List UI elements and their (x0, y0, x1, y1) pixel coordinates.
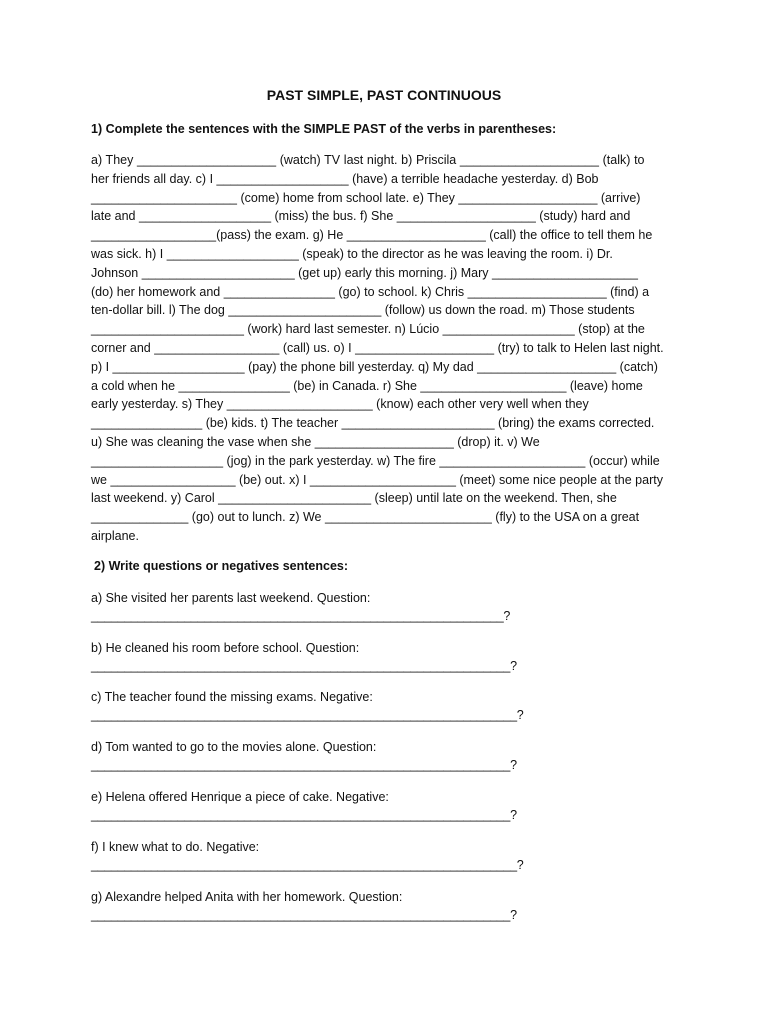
answer-line: ______________________________________________________________? (91, 609, 511, 623)
exercise-line: p) I ___________________ (pay) the phone bill yesterday. q) My dad ____________________ (catch) (91, 359, 658, 374)
answer-line: _______________________________________________________________? (91, 908, 517, 922)
question-prompt: b) He cleaned his room before school. Question: (91, 641, 360, 655)
exercise-line: a) They ____________________ (watch) TV last night. b) Priscila ____________________ (talk) to (91, 153, 645, 167)
exercise-line: was sick. h) I ___________________ (speak) to the director as he was leaving the room. i) Dr. (91, 246, 613, 261)
exercise-line: u) She was cleaning the vase when she ____________________ (drop) it. v) We (91, 434, 540, 449)
exercise-line: a cold when he ________________ (be) in Canada. r) She _____________________ (leave) home (91, 378, 643, 393)
exercise-line: early yesterday. s) They _____________________ (know) each other very well when they (91, 397, 589, 412)
question-prompt: c) The teacher found the missing exams. Negative: (91, 690, 373, 704)
exercise-line: ten-dollar bill. l) The dog ______________________ (follow) us down the road. m) Those students (91, 303, 635, 318)
question-prompt: a) She visited her parents last weekend. Question: (91, 591, 371, 605)
exercise-line: ______________________ (work) hard last semester. n) Lúcio ___________________ (stop) at the (91, 322, 645, 337)
exercise-line: ________________ (be) kids. t) The teacher ______________________ (bring) the exams corrected. (91, 416, 655, 431)
answer-line: _______________________________________________________________? (91, 808, 517, 822)
page-title: PAST SIMPLE, PAST CONTINUOUS (266, 87, 502, 103)
question-prompt: d) Tom wanted to go to the movies alone. Question: (91, 740, 377, 754)
question-c (91, 688, 611, 724)
question-a (91, 589, 611, 625)
exercise-line: corner and __________________ (call) us. o) I ____________________ (try) to talk to Helen last night. (91, 340, 664, 355)
exercise-line: ______________ (go) out to lunch. z) We ________________________ (fly) to the USA on a great (91, 510, 640, 525)
exercise-line: ___________________ (jog) in the park yesterday. w) The fire _____________________ (occur) while (91, 453, 660, 468)
exercise-line: Johnson ______________________ (get up) early this morning. j) Mary _____________________ (91, 265, 638, 280)
question-prompt: f) I knew what to do. Negative: (91, 840, 260, 854)
exercise-line: (do) her homework and ________________ (go) to school. k) Chris ____________________ (find) a (91, 284, 650, 299)
section1-paragraph (91, 151, 681, 546)
answer-line: ________________________________________________________________? (91, 708, 524, 722)
answer-line: _______________________________________________________________? (91, 758, 517, 772)
exercise-line: late and ___________________ (miss) the bus. f) She ____________________ (study) hard and (91, 209, 631, 224)
question-b (91, 639, 611, 675)
answer-line: ________________________________________________________________? (91, 858, 524, 872)
exercise-line: _____________________ (come) home from school late. e) They ____________________ (arrive) (91, 190, 641, 205)
exercise-line: __________________(pass) the exam. g) He ____________________ (call) the office to tell them he (91, 228, 653, 243)
question-e (91, 788, 611, 824)
exercise-line: her friends all day. c) I ___________________ (have) a terrible headache yesterday. d) Bob (91, 171, 599, 186)
exercise-line: airplane. (91, 528, 139, 543)
question-g (91, 888, 611, 924)
exercise-line: we __________________ (be) out. x) I _____________________ (meet) some nice people at the party (91, 472, 663, 487)
section1-heading: 1) Complete the sentences with the SIMPLE PAST of the verbs in parentheses: (91, 122, 557, 136)
question-d (91, 738, 611, 774)
question-f (91, 838, 611, 874)
section2-heading: 2) Write questions or negatives sentences: (94, 559, 349, 573)
exercise-line: last weekend. y) Carol ______________________ (sleep) until late on the weekend. Then, she (91, 491, 617, 506)
answer-line: _______________________________________________________________? (91, 659, 517, 673)
question-prompt: e) Helena offered Henrique a piece of cake. Negative: (91, 790, 389, 804)
question-prompt: g) Alexandre helped Anita with her homework. Question: (91, 890, 403, 904)
